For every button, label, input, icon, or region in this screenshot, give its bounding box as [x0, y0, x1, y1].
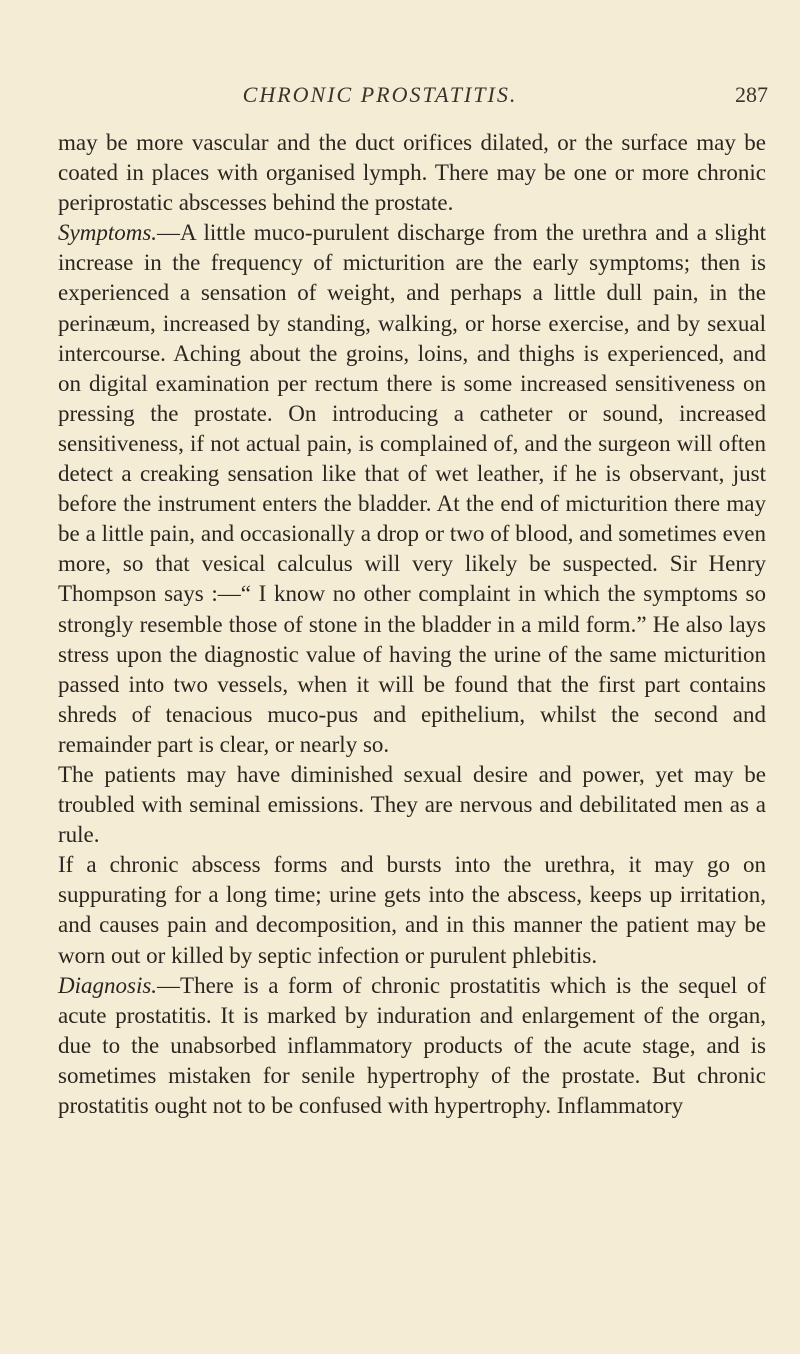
body-text	[58, 128, 766, 1121]
paragraph-1-text: may be more vascular and the duct orifices dilated, or the surface may be coated in places with organised lymph. There may be one or more chronic periprostatic abscesses behind the prostate.	[58, 130, 766, 216]
diagnosis-heading: Diagnosis.	[58, 972, 158, 998]
page-header	[0, 82, 800, 116]
paragraph-diagnosis-text: —There is a form of chronic prostatitis which is the sequel of acute prostatitis. It is marked by induration and enlargement of the organ, due to the unabsorbed inflammatory products of the acute stage, and is sometimes mistaken for senile hypertrophy of the prostate. But chronic prostatitis ought not to be confused with hypertrophy. Inflammatory	[58, 972, 766, 1118]
page-number: 287	[735, 82, 768, 107]
paragraph-4	[58, 850, 766, 970]
paragraph-3	[58, 760, 766, 850]
paragraph-symptoms	[58, 218, 766, 760]
paragraph-1	[58, 128, 766, 218]
paragraph-symptoms-text: —A little muco-purulent discharge from the urethra and a slight increase in the frequency of micturition are the early symptoms; then is experienced a sensation of weight, and perhaps a little dull pain, in the perinæum, increased by standing, walking, or horse exercise, and by sexual intercourse. Aching about the groins, loins, and thighs is experienced, and on digital examination per rectum there is some increased sensitiveness on pressing the prostate. On introducing a catheter or sound, increased sensitiveness, if not actual pain, is complained of, and the surgeon will often detect a creaking sensation like that of wet leather, if he is observant, just before the instrument enters the bladder. At the end of micturition there may be a little pain, and occasionally a drop or two of blood, and sometimes even more, so that vesical calculus will very likely be suspected. Sir Henry Thompson says :—“ I know no other complaint in which the symptoms so strongly resemble those of stone in the bladder in a mild form.” He also lays stress upon the diagnostic value of having the urine of the same micturition passed into two vessels, when it will be found that the first part contains shreds of tenacious muco-pus and epithelium, whilst the second and remainder part is clear, or nearly so.	[58, 220, 766, 757]
paragraph-diagnosis	[58, 971, 766, 1121]
symptoms-heading: Symptoms.	[58, 220, 158, 246]
paragraph-4-text: If a chronic abscess forms and bursts into the urethra, it may go on suppurating for a long time; urine gets into the abscess, keeps up irritation, and causes pain and decomposition, and in this manner the patient may be worn out or killed by septic infection or purulent phlebitis.	[58, 852, 766, 968]
running-title: CHRONIC PROSTATITIS.	[242, 82, 518, 107]
paragraph-3-text: The patients may have diminished sexual desire and power, yet may be troubled with seminal emissions. They are nervous and debilitated men as a rule.	[58, 761, 766, 848]
